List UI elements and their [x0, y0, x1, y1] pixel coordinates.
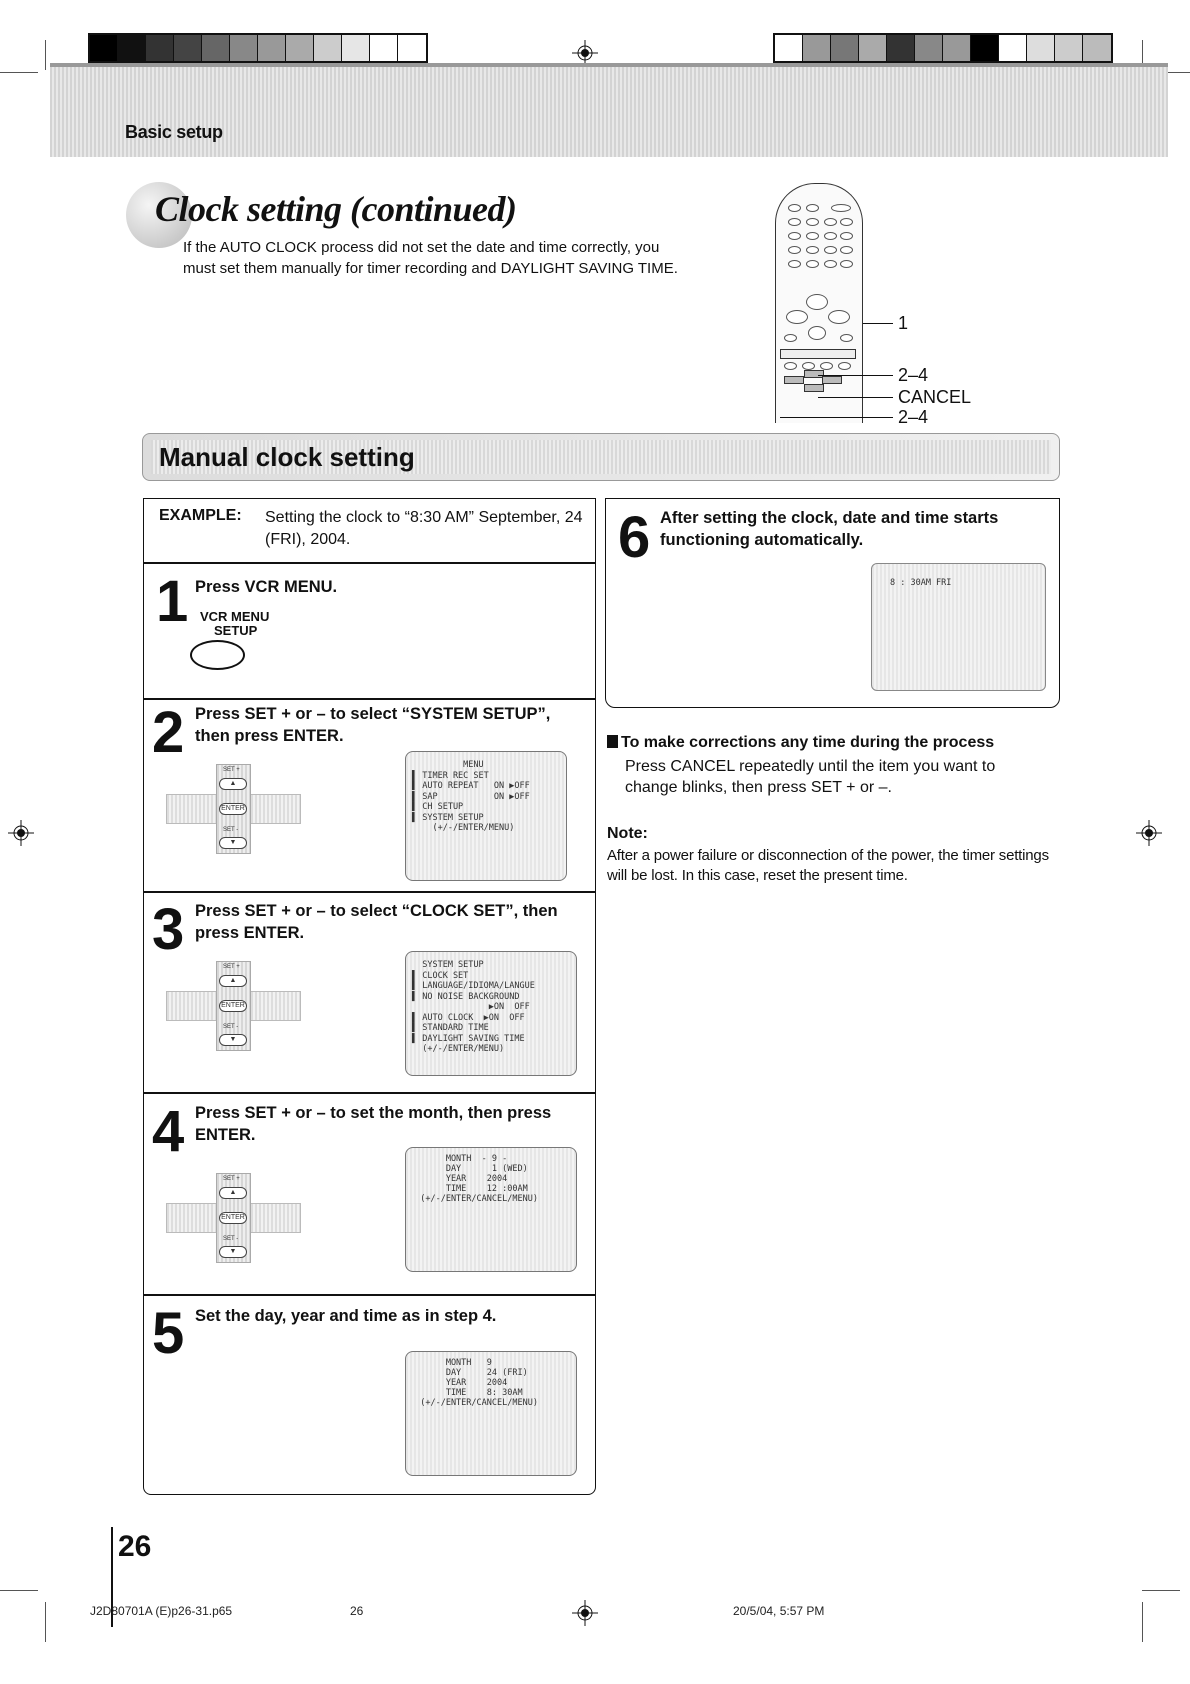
- step-text: Press VCR MENU.: [195, 578, 338, 596]
- callout-label: 2–4: [898, 365, 929, 385]
- step-text: Set the day, year and time as in step 4.: [195, 1307, 497, 1325]
- osd-line: MENU: [412, 760, 484, 770]
- crop-mark: [45, 40, 46, 70]
- divider: [144, 1092, 595, 1094]
- note-text: After a power failure or disconnection of the power, the timer settings will be lost. In this case, reset the present time.: [607, 847, 1049, 884]
- step-text: Press SET + or – to select “CLOCK SET”, then press ENTER.: [195, 902, 558, 942]
- color-bar-right: [773, 33, 1113, 63]
- step-text: Press SET + or – to select “SYSTEM SETUP”, then press ENTER.: [195, 705, 551, 745]
- intro-text: If the AUTO CLOCK process did not set the date and time correctly, you must set them manually for timer recording and DAYLIGHT SAVING TIME.: [183, 239, 678, 277]
- osd-line: YEAR 2004: [410, 1378, 508, 1388]
- osd-screen-clock-set: [405, 951, 577, 1076]
- section-banner: [142, 433, 1060, 481]
- osd-line: ▶ON OFF: [412, 1002, 530, 1012]
- osd-screen-system-setup: [405, 751, 567, 881]
- corrections-heading: [607, 734, 994, 752]
- osd-line: TIME 12 :00AM: [410, 1184, 528, 1194]
- banner-title: Manual clock setting: [159, 442, 415, 472]
- osd-line: MONTH - 9 -: [410, 1154, 508, 1164]
- osd-line: ▌ CLOCK SET: [412, 970, 469, 981]
- step-number: 2: [152, 700, 185, 765]
- step-number: 6: [618, 505, 651, 570]
- osd-line: DAY 1 (WED): [410, 1164, 528, 1174]
- osd-line: ▌ AUTO REPEAT ON ▶OFF: [412, 781, 530, 791]
- footer-page: 26: [350, 1604, 364, 1618]
- step-text: Press SET + or – to set the month, then press ENTER.: [195, 1104, 552, 1144]
- note-heading: Note:: [607, 825, 648, 842]
- crop-mark: [0, 1590, 38, 1591]
- crop-mark: [0, 72, 38, 73]
- step-number: 1: [156, 569, 189, 634]
- osd-line: TIME 8: 30AM: [410, 1388, 523, 1398]
- crop-mark: [1142, 1602, 1143, 1642]
- vcr-menu-label: VCR MENU: [200, 609, 270, 624]
- registration-mark-icon: [572, 1600, 598, 1626]
- osd-line: (+/-/ENTER/MENU): [412, 1044, 505, 1054]
- osd-line: ▌ NO NOISE BACKGROUND: [412, 991, 520, 1002]
- step-6-panel: [605, 498, 1060, 708]
- registration-mark-icon: [1136, 820, 1162, 846]
- osd-screen-time: [405, 1351, 577, 1476]
- osd-line: DAY 24 (FRI): [410, 1368, 528, 1378]
- setup-label: SETUP: [214, 623, 258, 638]
- divider: [144, 562, 595, 564]
- osd-line: YEAR 2004: [410, 1174, 508, 1184]
- callout-line: [780, 417, 893, 418]
- set-enter-pad-icon: SET + ▲ ENTER SET - ▼: [166, 764, 301, 854]
- osd-line: SYSTEM SETUP: [412, 960, 484, 970]
- osd-screen-month: [405, 1147, 577, 1272]
- corrections-heading-text: To make corrections any time during the process: [621, 734, 995, 751]
- callout-line: [863, 323, 893, 324]
- crop-mark: [45, 1602, 46, 1642]
- divider: [144, 891, 595, 893]
- step-number: 3: [152, 897, 185, 962]
- footer-file: J2D80701A (E)p26-31.p65: [90, 1604, 233, 1618]
- crop-mark: [1142, 1590, 1180, 1591]
- steps-column: [143, 498, 596, 1495]
- osd-line: ▌ SAP ON ▶OFF: [412, 791, 530, 802]
- section-label: Basic setup: [125, 122, 223, 142]
- callout-label: CANCEL: [898, 387, 972, 407]
- remote-control-icon: [775, 183, 863, 423]
- osd-line: ▌ CH SETUP: [412, 802, 464, 812]
- callout-line: [818, 397, 893, 398]
- bullet-square-icon: [607, 735, 618, 748]
- osd-line: ▌ SYSTEM SETUP: [412, 812, 484, 823]
- step-text: After setting the clock, date and time starts functioning automatically.: [660, 509, 999, 549]
- osd-line: ▌ TIMER REC SET: [412, 770, 489, 781]
- tv-screen-clock: 8 : 30AM FRI: [871, 563, 1046, 691]
- callout-label: 2–4: [898, 407, 929, 427]
- step-number: 5: [152, 1301, 185, 1366]
- set-enter-pad-icon: SET + ▲ ENTER SET - ▼: [166, 961, 301, 1051]
- example-text: Setting the clock to “8:30 AM” September, 24 (FRI), 2004.: [265, 509, 583, 548]
- osd-line: ▌ DAYLIGHT SAVING TIME: [412, 1033, 525, 1044]
- page-title: Clock setting (continued): [155, 189, 517, 229]
- osd-line: (+/-/ENTER/CANCEL/MENU): [410, 1194, 538, 1204]
- callout-label: 1: [898, 313, 909, 333]
- color-bar-left: [88, 33, 428, 63]
- step-number: 4: [152, 1099, 185, 1164]
- osd-line: (+/-/ENTER/MENU): [412, 823, 515, 833]
- set-enter-pad-icon: SET + ▲ ENTER SET - ▼: [166, 1173, 301, 1263]
- osd-line: ▌ AUTO CLOCK ▶ON OFF: [412, 1012, 525, 1023]
- page-number: 26: [118, 1530, 152, 1563]
- divider: [144, 1294, 595, 1296]
- registration-mark-icon: [8, 820, 34, 846]
- divider: [144, 698, 595, 700]
- corrections-text: Press CANCEL repeatedly until the item you want to change blinks, then press SET + or –.: [625, 758, 996, 796]
- example-label: EXAMPLE:: [159, 507, 242, 524]
- osd-line: MONTH 9: [410, 1358, 492, 1368]
- vcr-menu-button-icon: [190, 640, 245, 670]
- osd-line: ▌ STANDARD TIME: [412, 1023, 489, 1033]
- footer-timestamp: 20/5/04, 5:57 PM: [733, 1604, 825, 1618]
- osd-line: (+/-/ENTER/CANCEL/MENU): [410, 1398, 538, 1408]
- osd-line: ▌ LANGUAGE/IDIOMA/LANGUE: [412, 981, 535, 991]
- callout-line: [818, 375, 893, 376]
